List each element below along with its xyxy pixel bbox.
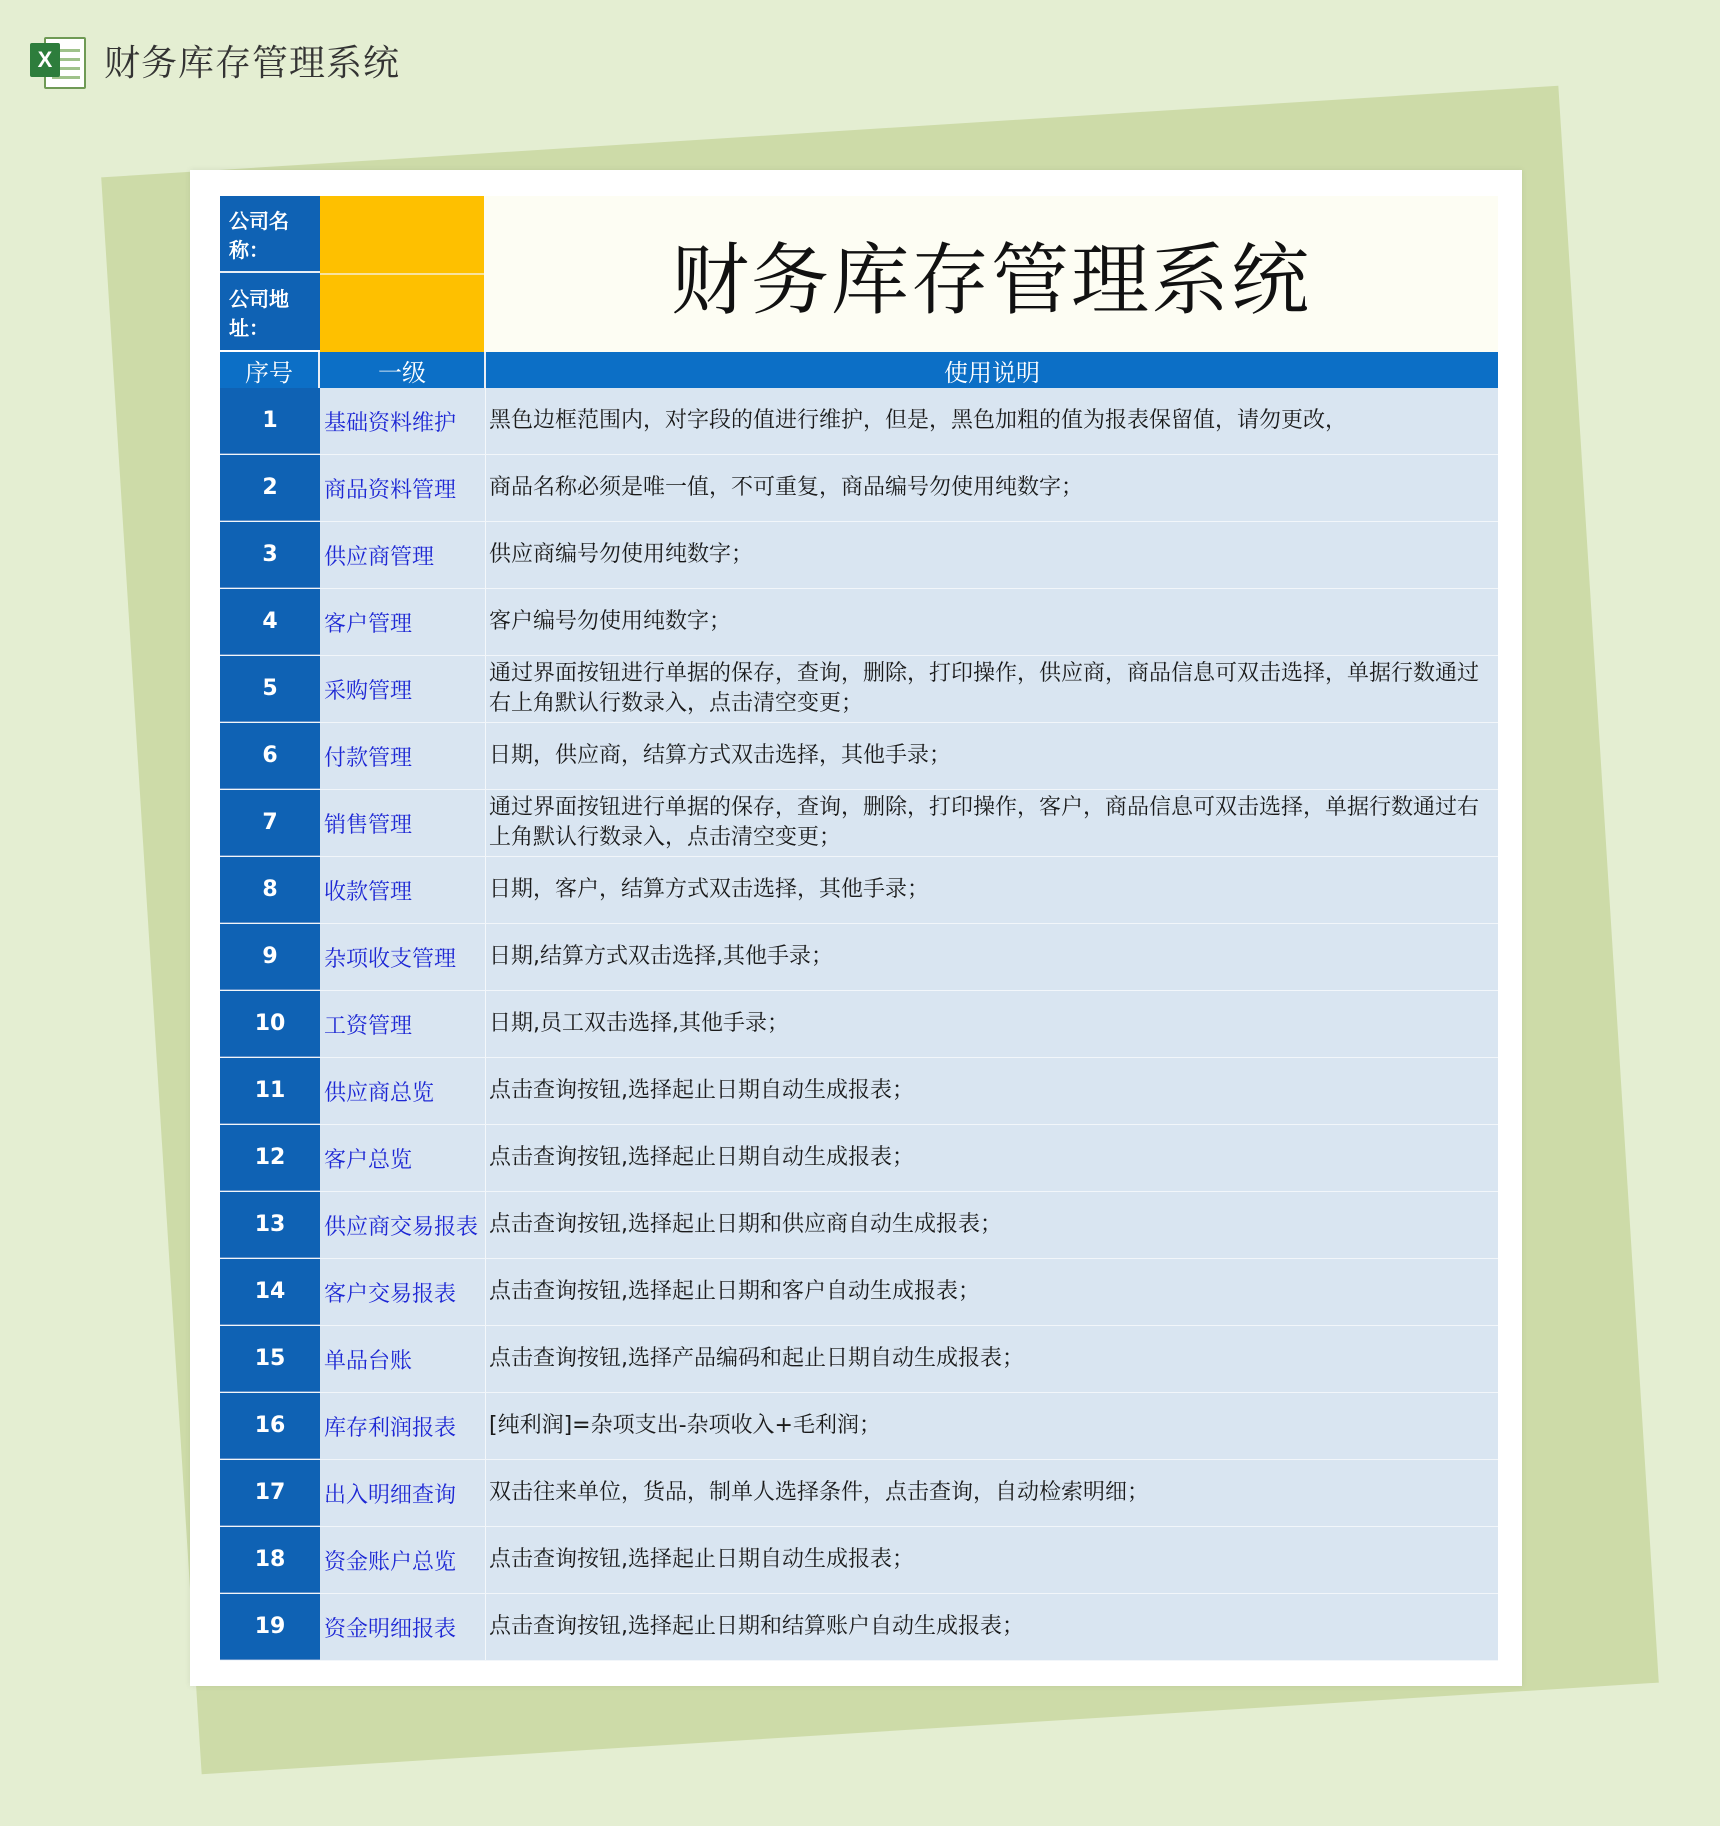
usage-description: 点击查询按钮,选择起止日期自动生成报表； <box>486 1527 1498 1593</box>
row-index: 10 <box>220 991 320 1057</box>
row-index: 14 <box>220 1259 320 1325</box>
usage-description: 通过界面按钮进行单据的保存，查询，删除，打印操作，供应商，商品信息可双击选择，单据行数通过右上角默认行数录入，点击清空变更； <box>486 656 1498 722</box>
table-row <box>220 1058 1498 1125</box>
module-link[interactable]: 销售管理 <box>320 790 486 856</box>
company-address-cell[interactable] <box>320 275 484 352</box>
table-row <box>220 723 1498 790</box>
row-index: 11 <box>220 1058 320 1124</box>
page-header <box>30 30 400 90</box>
table-row <box>220 388 1498 455</box>
usage-description: 点击查询按钮,选择起止日期自动生成报表； <box>486 1058 1498 1124</box>
usage-description: 日期，供应商，结算方式双击选择，其他手录； <box>486 723 1498 789</box>
usage-description: 商品名称必须是唯一值，不可重复，商品编号勿使用纯数字； <box>486 455 1498 521</box>
module-link[interactable]: 供应商管理 <box>320 522 486 588</box>
table-row <box>220 455 1498 522</box>
table-row <box>220 1125 1498 1192</box>
row-index: 18 <box>220 1527 320 1593</box>
spreadsheet <box>220 196 1498 1661</box>
usage-description: 日期，客户，结算方式双击选择，其他手录； <box>486 857 1498 923</box>
column-header-description: 使用说明 <box>944 358 1040 387</box>
usage-description: 日期,员工双击选择,其他手录； <box>486 991 1498 1057</box>
module-link[interactable]: 资金明细报表 <box>320 1594 486 1660</box>
table-row <box>220 522 1498 589</box>
column-header-index: 序号 <box>220 352 320 388</box>
row-index: 15 <box>220 1326 320 1392</box>
row-index: 1 <box>220 388 320 454</box>
usage-description: 点击查询按钮,选择起止日期和供应商自动生成报表； <box>486 1192 1498 1258</box>
row-index: 3 <box>220 522 320 588</box>
module-link[interactable]: 供应商总览 <box>320 1058 486 1124</box>
table-row <box>220 1393 1498 1460</box>
table-row <box>220 1192 1498 1259</box>
table-row <box>220 790 1498 857</box>
row-index: 19 <box>220 1594 320 1660</box>
usage-description: 通过界面按钮进行单据的保存，查询，删除，打印操作，客户，商品信息可双击选择，单据行数通过右上角默认行数录入，点击清空变更； <box>486 790 1498 856</box>
table-row <box>220 589 1498 656</box>
usage-description: 日期,结算方式双击选择,其他手录； <box>486 924 1498 990</box>
table-body <box>220 388 1498 1661</box>
module-link[interactable]: 客户总览 <box>320 1125 486 1191</box>
module-link[interactable]: 杂项收支管理 <box>320 924 486 990</box>
module-link[interactable]: 库存利润报表 <box>320 1393 486 1459</box>
usage-description: 点击查询按钮,选择起止日期和客户自动生成报表； <box>486 1259 1498 1325</box>
row-index: 4 <box>220 589 320 655</box>
module-link[interactable]: 资金账户总览 <box>320 1527 486 1593</box>
sheet-title: 财务库存管理系统 <box>670 236 1311 326</box>
sheet-title-cell <box>484 196 1498 352</box>
table-row <box>220 1460 1498 1527</box>
module-link[interactable]: 工资管理 <box>320 991 486 1057</box>
table-header <box>220 352 1498 388</box>
sheet-top-block <box>220 196 1498 352</box>
row-index: 17 <box>220 1460 320 1526</box>
company-name-label: 公司名称： <box>220 196 320 273</box>
usage-description: 点击查询按钮,选择产品编码和起止日期自动生成报表； <box>486 1326 1498 1392</box>
module-link[interactable]: 基础资料维护 <box>320 388 486 454</box>
page-title: 财务库存管理系统 <box>104 42 401 84</box>
company-address-label: 公司地址： <box>220 273 320 350</box>
row-index: 8 <box>220 857 320 923</box>
row-index: 16 <box>220 1393 320 1459</box>
usage-description: [纯利润]=杂项支出-杂项收入+毛利润； <box>486 1393 1498 1459</box>
row-index: 12 <box>220 1125 320 1191</box>
module-link[interactable]: 出入明细查询 <box>320 1460 486 1526</box>
row-index: 6 <box>220 723 320 789</box>
table-row <box>220 1527 1498 1594</box>
usage-description: 点击查询按钮,选择起止日期和结算账户自动生成报表； <box>486 1594 1498 1660</box>
usage-description: 双击往来单位，货品，制单人选择条件，点击查询，自动检索明细； <box>486 1460 1498 1526</box>
module-link[interactable]: 付款管理 <box>320 723 486 789</box>
table-row <box>220 924 1498 991</box>
company-name-cell[interactable] <box>320 196 484 275</box>
row-index: 13 <box>220 1192 320 1258</box>
usage-description: 供应商编号勿使用纯数字； <box>486 522 1498 588</box>
module-link[interactable]: 收款管理 <box>320 857 486 923</box>
table-row <box>220 991 1498 1058</box>
row-index: 2 <box>220 455 320 521</box>
module-link[interactable]: 采购管理 <box>320 656 486 722</box>
module-link[interactable]: 客户交易报表 <box>320 1259 486 1325</box>
module-link[interactable]: 商品资料管理 <box>320 455 486 521</box>
module-link[interactable]: 单品台账 <box>320 1326 486 1392</box>
row-index: 7 <box>220 790 320 856</box>
table-row <box>220 1259 1498 1326</box>
table-row <box>220 656 1498 723</box>
excel-icon: X <box>30 33 84 87</box>
usage-description: 点击查询按钮,选择起止日期自动生成报表； <box>486 1125 1498 1191</box>
module-link[interactable]: 供应商交易报表 <box>320 1192 486 1258</box>
module-link[interactable]: 客户管理 <box>320 589 486 655</box>
row-index: 9 <box>220 924 320 990</box>
table-row <box>220 857 1498 924</box>
table-row <box>220 1594 1498 1661</box>
column-header-level1: 一级 <box>320 352 486 388</box>
worksheet-paper <box>190 170 1522 1686</box>
table-row <box>220 1326 1498 1393</box>
usage-description: 黑色边框范围内，对字段的值进行维护，但是，黑色加粗的值为报表保留值，请勿更改， <box>486 388 1498 454</box>
usage-description: 客户编号勿使用纯数字； <box>486 589 1498 655</box>
row-index: 5 <box>220 656 320 722</box>
